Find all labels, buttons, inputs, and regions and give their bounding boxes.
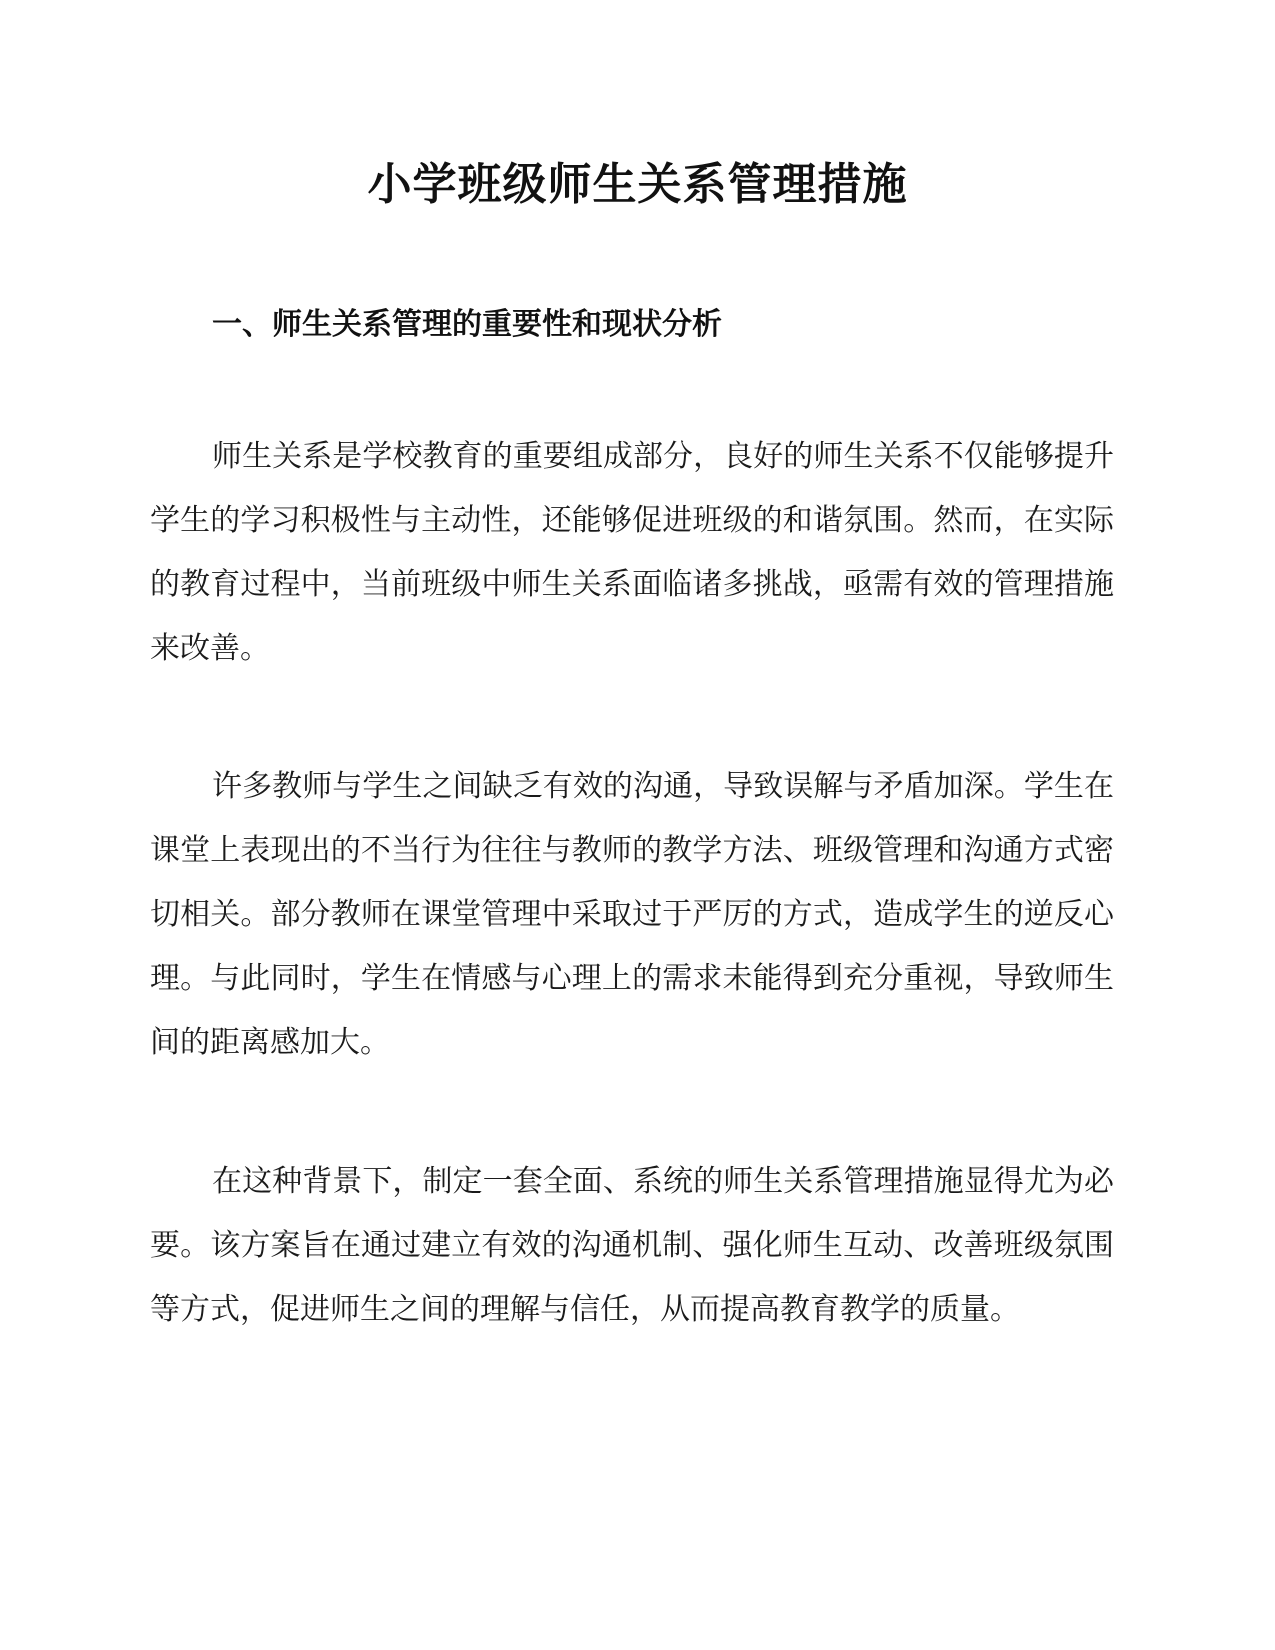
- document-title: 小学班级师生关系管理措施: [367, 159, 908, 210]
- paragraph-3: 在这种背景下，制定一套全面、系统的师生关系管理措施显得尤为必要。该方案旨在通过建立有效的沟通机制、强化师生互动、改善班级氛围等方式，促进师生之间的理解与信任，从而提高教育教学的质量。: [150, 1164, 1114, 1327]
- section-heading: 一、师生关系管理的重要性和现状分析: [212, 307, 722, 342]
- paragraph-2: 许多教师与学生之间缺乏有效的沟通，导致误解与矛盾加深。学生在课堂上表现出的不当行为往往与教师的教学方法、班级管理和沟通方式密切相关。部分教师在课堂管理中采取过于严厉的方式，造成学生的逆反心理。与此同时，学生在情感与心理上的需求未能得到充分重视，导致师生间的距离感加大。: [150, 769, 1114, 1060]
- paragraph-1: 师生关系是学校教育的重要组成部分，良好的师生关系不仅能够提升学生的学习积极性与主动性，还能够促进班级的和谐氛围。然而，在实际的教育过程中，当前班级中师生关系面临诸多挑战，亟需有效的管理措施来改善。: [150, 439, 1114, 666]
